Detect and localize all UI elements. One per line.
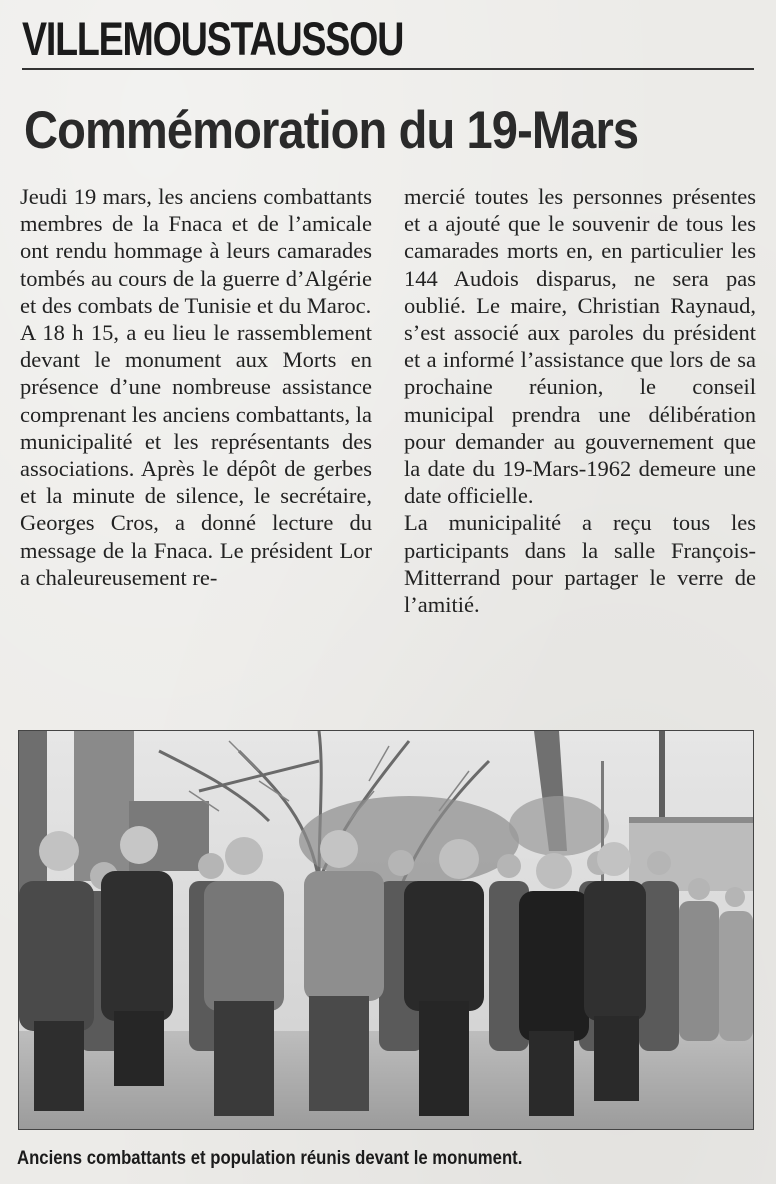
article-photo <box>18 730 754 1130</box>
article-column-right <box>404 183 756 618</box>
rubric-divider <box>22 68 754 70</box>
body-paragraph: Jeudi 19 mars, les anciens combattants membres de la Fnaca et de l’amicale ont rendu hommage à leurs camarades tombés au cours de la guerre d’Algérie et des combats de Tunisie et du Maroc. <box>20 184 372 318</box>
body-paragraph: La municipalité a reçu tous les participants dans la salle François-Mitterrand pour partager le verre de l’amitié. <box>404 510 756 618</box>
body-paragraph: A 18 h 15, a eu lieu le rassemblement devant le monument aux Morts en présence d’une nombreuse assistance comprenant les anciens combattants, la municipalité et les représentants des associations. Après le dépôt de gerbes et la minute de silence, le secrétaire, Georges Cros, a donné lecture du message de la Fnaca. Le président Lor a chaleureusement re- <box>20 320 372 590</box>
photo-caption: Anciens combattants et population réunis devant le monument. <box>17 1148 523 1169</box>
crowd-photo-illustration <box>19 731 753 1129</box>
town-rubric: VILLEMOUSTAUSSOU <box>22 12 404 65</box>
article-column-left <box>20 183 372 591</box>
body-paragraph: mercié toutes les personnes présentes et a ajouté que le souvenir de tous les camarades morts en, en particulier les 144 Audois disparus, ne sera pas oublié. Le maire, Christian Raynaud, s’est associé aux paroles du président et a informé l’assistance que lors de sa prochaine réunion, le conseil municipal prendra une délibération pour demander au gouvernement que la date du 19-Mars-1962 demeure une date officielle. <box>404 184 756 509</box>
article-headline: Commémoration du 19-Mars <box>24 101 639 160</box>
